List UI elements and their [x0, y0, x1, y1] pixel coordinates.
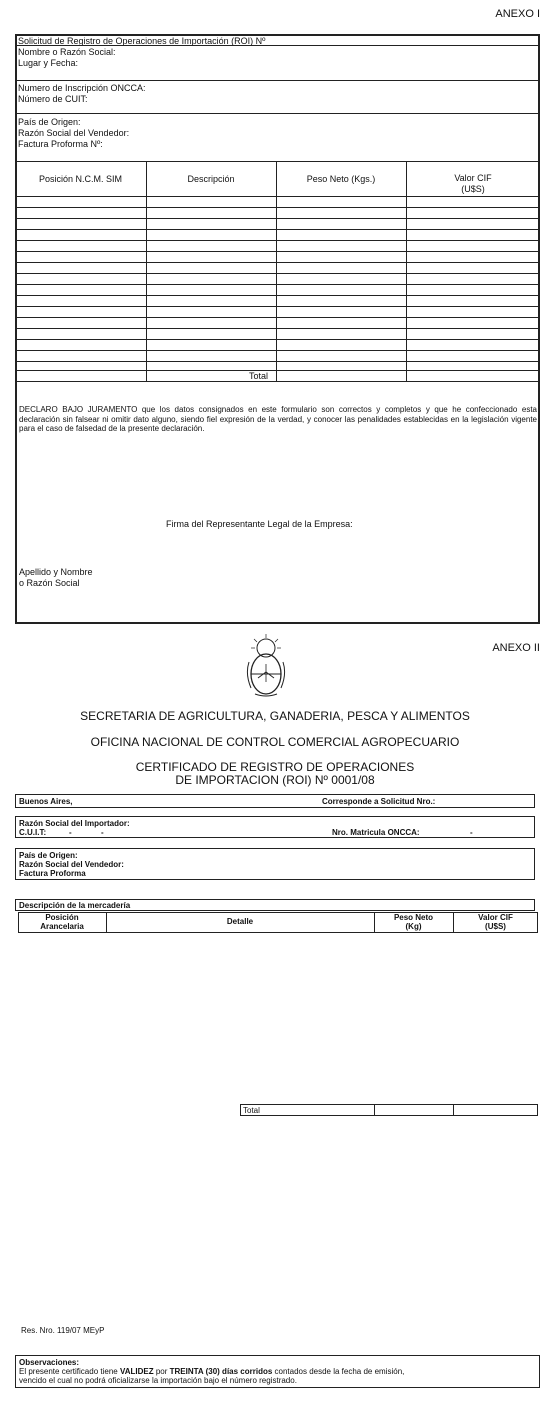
table-row [15, 229, 540, 230]
anexo1-header: ANEXO I [495, 8, 540, 20]
signature-label: Firma del Representante Legal de la Empresa: [166, 519, 353, 529]
table-row [15, 339, 540, 340]
resolution-note: Res. Nro. 119/07 MEyP [21, 1326, 105, 1335]
col2-peso: Peso Neto [393, 913, 434, 922]
importer-label: Razón Social del Importador: [19, 819, 130, 828]
table-row [15, 251, 540, 252]
origin2-label: País de Origen: [19, 851, 78, 860]
table-row [15, 328, 540, 329]
col2-cif: Valor CIF [478, 913, 513, 922]
table-row [15, 207, 540, 208]
table-row [15, 370, 540, 371]
city-box [15, 794, 535, 808]
total2-label: Total [243, 1106, 260, 1115]
name-label: Apellido y Nombre [19, 567, 93, 577]
observaciones-line1: El presente certificado tiene VALIDEZ por TREINTA (30) días corridos contados desde la fecha de emisión, [19, 1367, 405, 1376]
col2-cif-unit: (U$S) [485, 922, 506, 931]
merch-label: Descripción de la mercadería [19, 901, 131, 910]
total-row [240, 1104, 538, 1116]
matricula-dash: - [470, 828, 473, 837]
col-descripcion: Descripción [187, 174, 235, 184]
col2-posicion: Posición [45, 913, 79, 922]
col2-peso-unit: (Kg) [405, 922, 422, 931]
col-valor-cif: Valor CIF [454, 173, 492, 183]
seller2-label: Razón Social del Vendedor: [19, 860, 124, 869]
cuit-label: Número de CUIT: [18, 94, 88, 104]
cuit-dash-1: - [69, 828, 72, 837]
corresponde-label: Corresponde a Solicitud Nro.: [322, 797, 436, 806]
table-row [15, 262, 540, 263]
company-name-label: Nombre o Razón Social: [18, 47, 116, 57]
anexo2-header: ANEXO II [492, 642, 540, 654]
city-label: Buenos Aires, [19, 797, 73, 806]
cuit2-label: C.U.I.T: [19, 828, 47, 837]
roi-title: Solicitud de Registro de Operaciones de Importación (ROI) Nº [18, 36, 266, 46]
certificado-number: DE IMPORTACION (ROI) Nº 0001/08 [175, 773, 375, 787]
certificado-title: CERTIFICADO DE REGISTRO DE OPERACIONES [135, 760, 415, 774]
table-row [15, 273, 540, 274]
matricula-label: Nro. Matricula ONCCA: [332, 828, 420, 837]
col2-arancelaria: Arancelaria [40, 922, 84, 931]
cuit-dash-2: - [101, 828, 104, 837]
name-label-2: o Razón Social [19, 578, 80, 588]
place-date-label: Lugar y Fecha: [18, 58, 79, 68]
observaciones-line2: vencido el cual no podrá oficializarse la importación bajo el número registrado. [19, 1376, 297, 1385]
sworn-declaration: DECLARO BAJO JURAMENTO que los datos consignados en este formulario son correctos y completos y que he confeccionado esta declaración sin falsear ni omitir dato alguno, siendo fiel expresión de la verdad, y conocer las penalidades establecidas en la legislación vigente para el caso de falsedad de la presente declaración. [19, 405, 537, 433]
anexo1-form [15, 34, 540, 624]
table-row [15, 240, 540, 241]
proforma-label: Factura Proforma Nº: [18, 139, 103, 149]
secretaria-title: SECRETARIA DE AGRICULTURA, GANADERIA, PESCA Y ALIMENTOS [80, 709, 470, 723]
table-row [15, 361, 540, 362]
col-ncm: Posición N.C.M. SIM [38, 174, 123, 184]
col2-detalle: Detalle [226, 917, 254, 926]
seller-label: Razón Social del Vendedor: [18, 128, 130, 138]
oficina-title: OFICINA NACIONAL DE CONTROL COMERCIAL AGROPECUARIO [90, 735, 460, 749]
table-row [15, 284, 540, 285]
table-total-label: Total [249, 371, 269, 381]
col-peso-neto: Peso Neto (Kgs.) [306, 174, 376, 184]
origin-label: País de Origen: [18, 117, 81, 127]
table-row [15, 295, 540, 296]
table-row [15, 350, 540, 351]
table-row [15, 218, 540, 219]
proforma2-label: Factura Proforma [19, 869, 86, 878]
oncca-label: Numero de Inscripción ONCCA: [18, 83, 146, 93]
observaciones-title: Observaciones: [19, 1358, 80, 1367]
coat-of-arms-icon [243, 632, 289, 700]
col-valor-cif-unit: (U$S) [461, 184, 485, 194]
table-row [15, 306, 540, 307]
table-row [15, 317, 540, 318]
